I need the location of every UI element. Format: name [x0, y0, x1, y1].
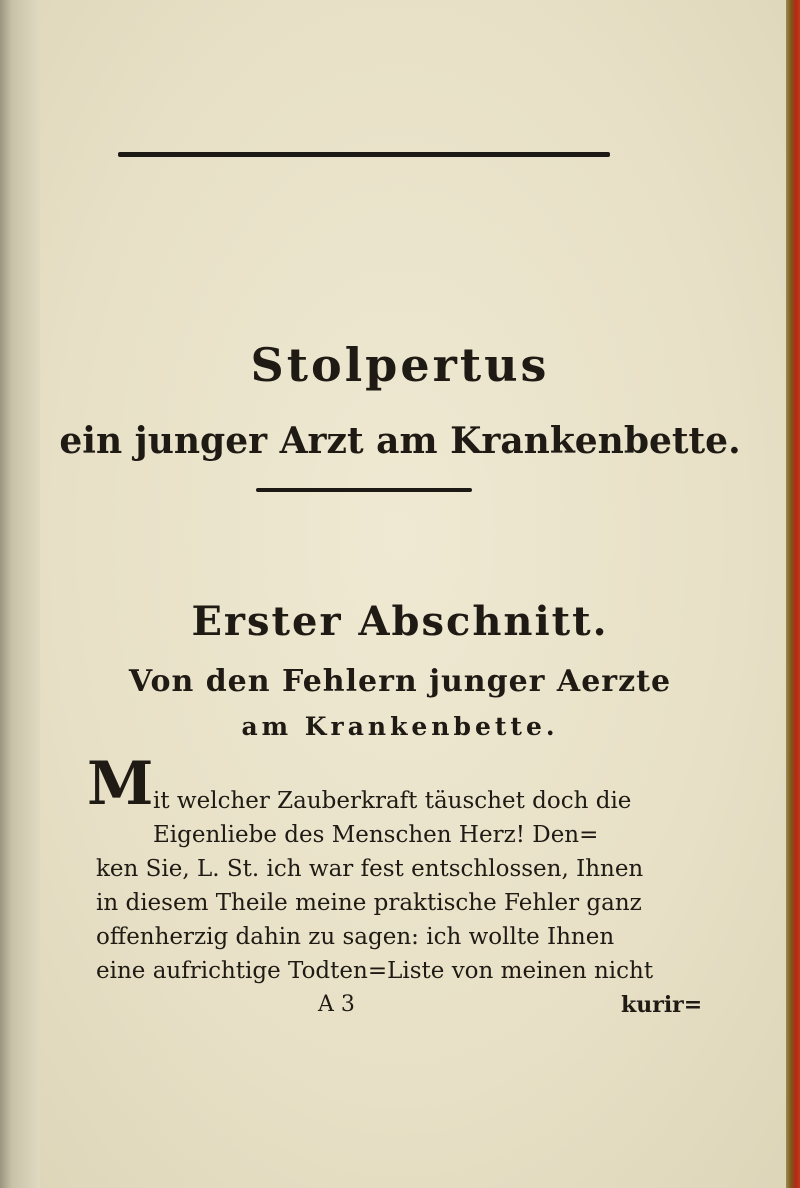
- section-heading: Erster Abschnitt.: [191, 598, 609, 645]
- text-line: offenherzig dahin zu sagen: ich wollte Ihnen: [96, 924, 615, 950]
- text-line: ken Sie, L. St. ich war fest entschlossen, Ihnen: [96, 856, 644, 882]
- text-line: Eigenliebe des Menschen Herz! Den=: [153, 822, 599, 848]
- top-rule: [118, 152, 610, 157]
- drop-initial: M: [87, 749, 154, 819]
- page-subtitle: ein junger Arzt am Krankenbette.: [59, 420, 741, 462]
- section-subtitle-continued: am Krankenbette.: [241, 712, 559, 741]
- text-line: it welcher Zauberkraft täuschet doch die: [153, 788, 632, 814]
- catchword: kurir=: [621, 992, 703, 1018]
- text-line: in diesem Theile meine praktische Fehler ganz: [96, 890, 642, 916]
- page-title: Stolpertus: [250, 338, 550, 392]
- page-gutter: [0, 0, 40, 1188]
- signature-mark: A 3: [318, 992, 355, 1017]
- section-subtitle: Von den Fehlern junger Aerzte: [128, 664, 672, 699]
- middle-rule: [256, 488, 472, 492]
- text-line: eine aufrichtige Todten=Liste von meinen nicht: [96, 958, 654, 984]
- book-edge: [786, 0, 800, 1188]
